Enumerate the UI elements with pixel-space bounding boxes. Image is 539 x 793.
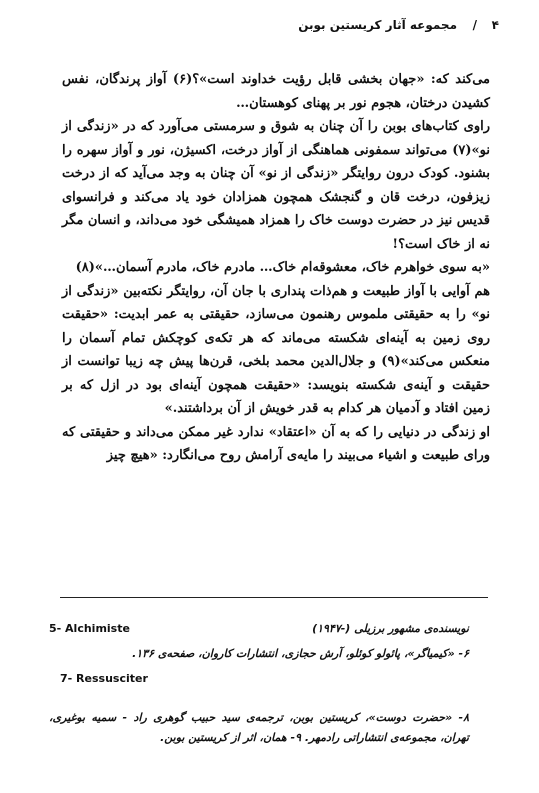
footnote-8-9: ۸- «حضرت دوست»، کریستین بوبن، ترجمه‌ی سید حبیب گوهری راد - سمیه بوغیری، تهران، مجموعه‌ی انتشاراتی رادمهر. ۹- همان، اثر از کریستین بوبن. — [49, 711, 469, 744]
header-separator: / — [472, 18, 477, 32]
footnote-5-note: نویسنده‌ی مشهور برزیلی (-۱۹۴۷) — [312, 622, 469, 635]
paragraph: «به سوی خواهرم خاک، معشوقه‌ام خاک… مادرم خاک، مادرم آسمان…»(۸) — [75, 260, 490, 275]
running-header — [40, 18, 499, 40]
paragraph: می‌کند که: «جهان بخشی قابل رؤیت خداوند است»؟(۶) آواز پرندگان، نفس کشیدن درختان، هجوم نور بر پهنای کوهستان… — [62, 72, 490, 111]
footnote-5 — [49, 622, 469, 635]
footnote-7: 7- Ressusciter — [60, 672, 148, 685]
footnote-divider — [60, 597, 488, 598]
body-text — [62, 68, 490, 468]
footnote-5-latin: 5- Alchimiste — [49, 622, 130, 635]
book-title: مجموعه آثار کریستین بوبن — [298, 18, 457, 32]
paragraph: او زندگی در دنیایی را که به آن «اعتقاد» ندارد غیر ممکن می‌داند و حقیقتی که ورای طبیعت و اشیاء می‌بیند را مایه‌ی آرامش روح می‌انگارد: «هیچ چیز — [62, 424, 490, 463]
paragraph: راوی کتاب‌های بوبن را آن چنان به شوق و سرمستی می‌آورد که در «زندگی از نو»(۷) می‌تواند سمفونی هماهنگی از آواز درخت، اکسیژن، نور و آواز سهره را بشنود. کودک درون روایتگر «زندگی از نو» آن چنان به وجد می‌آید که از درخت زیزفون، درخت قان و گنجشک همچون همزادان خود یاد می‌کند و فرانسوای قدیس نیز در حضرت دوست خاک را همزاد همیشگی خود می‌داند، و انسان مگر نه از خاک است؟! — [62, 119, 490, 252]
footnote-6: ۶- «کیمیاگر»، پائولو کوئلو، آرش حجازی، انتشارات کاروان، صفحه‌ی ۱۳۶. — [132, 647, 469, 660]
page-number: ۴ — [491, 18, 499, 32]
paragraph: هم آوایی با آواز طبیعت و هم‌ذات پنداری با جان آن، روایتگر نکته‌بین «زندگی از نو» را به حقیقتی ملموس رهنمون می‌سازد، حقیقتی به عمر ابدیت: «حقیقت روی زمین به آینه‌ای شکسته می‌ماند که هر تکه‌ی کوچکش تمام آسمان را منعکس می‌کند»(۹) و جلال‌الدین محمد بلخی، قرن‌ها پیش چه زیبا توانست از حقیقت و آینه‌ی شکسته بنویسد: «حقیقت همچون آینه‌ای بود در ازل که بر زمین افتاد و آدمیان هر کدام به قدر خویش از آن برداشتند.» — [62, 283, 490, 416]
